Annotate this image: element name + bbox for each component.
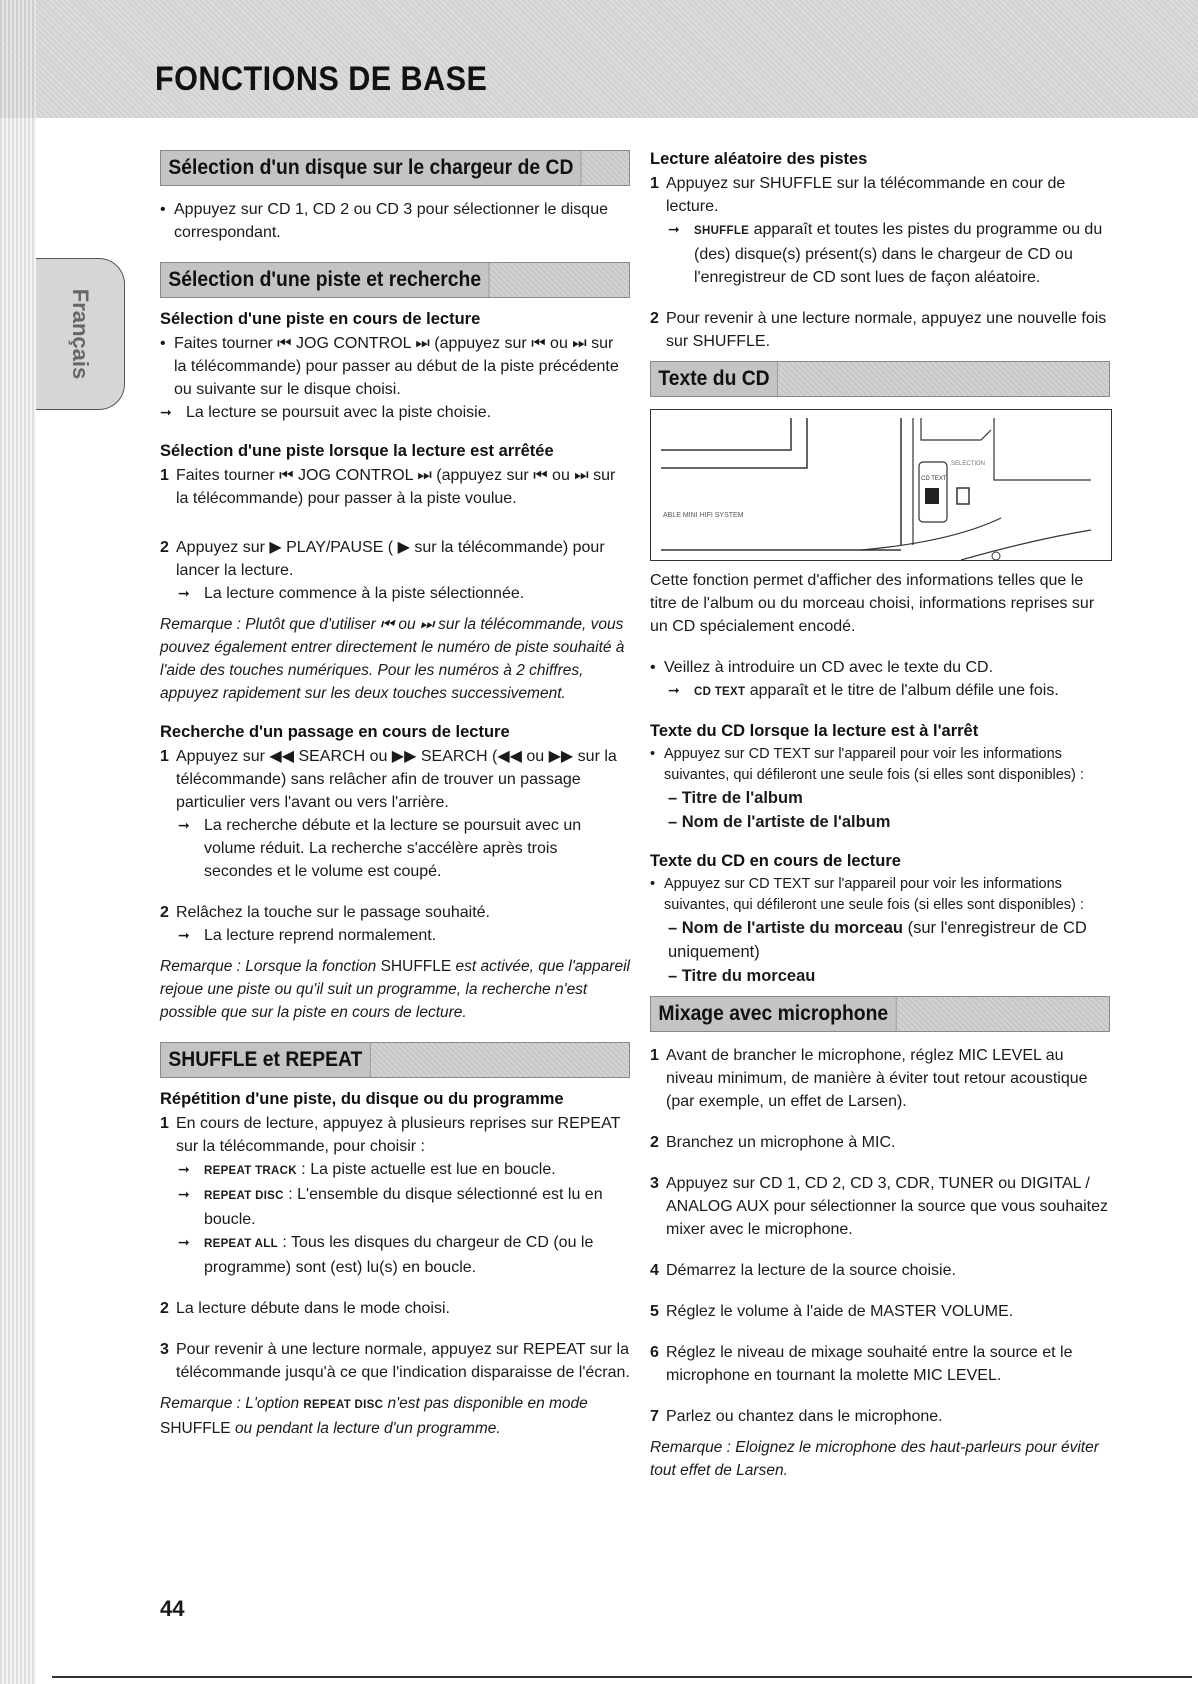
right-column [650,150,1110,1482]
step-3: 3 Pour revenir à une lecture normale, appuyez sur REPEAT sur la télécommande jusqu'à ce que l'indication disparaisse de l'écran. [160,1341,630,1381]
track-during-play-bullet: • Faites tourner ⏮ JOG CONTROL ⏭ (appuyez sur ⏮ ou ⏭ sur la télécommande) pour passer au début de la piste précédente ou suivante sur le disque choisi. [160,332,630,401]
cd-text-playing-bullet: • Appuyez sur CD TEXT sur l'appareil pour voir les informations suivantes, qui défileront une seule fois (si elles sont disponibles) : [650,874,1110,916]
step-4: 4 Démarrez la lecture de la source choisie. [650,1262,956,1279]
header-band [0,0,1198,118]
step-5: 5 Réglez le volume à l'aide de MASTER VOLUME. [650,1303,1014,1320]
arrow-icon: ➞ [668,221,680,237]
step-2: 2 Relâchez la touche sur le passage souhaité. [160,904,490,921]
step-1: 1 Avant de brancher le microphone, réglez MIC LEVEL au niveau minimum, de manière à éviter tout retour acoustique (par exemple, un effet de Larsen). [650,1047,1088,1110]
arrow-icon: ➞ [178,817,190,833]
cd-text-button-icon [925,488,939,504]
result-line: ➞ La lecture commence à la piste sélectionnée. [178,582,630,605]
repeat-option: ➞ REPEAT DISC : L'ensemble du disque sélectionné est lu en boucle. [178,1183,630,1231]
info-item: – Titre de l'album [668,789,803,807]
step-6: 6 Réglez le niveau de mixage souhaité entre la source et le microphone en tournant la molette MIC LEVEL. [650,1344,1073,1384]
info-item: – Nom de l'artiste du morceau (sur l'enregistreur de CD uniquement) [668,919,1087,961]
step-1: 1 Appuyez sur ◀◀ SEARCH ou ▶▶ SEARCH (◀◀ ou ▶▶ sur la télécommande) sans relâcher afin de trouver un passage particulier vers l'avant ou vers l'arrière. [160,748,617,811]
binding-edge [0,0,36,1684]
step-2: 2 Branchez un microphone à MIC. [650,1134,896,1151]
result-line: ➞ SHUFFLE apparaît et toutes les pistes du programme ou du (des) disque(s) présent(s) dans le chargeur de CD ou l'enregistreur de CD sont lues de façon aléatoire. [668,218,1110,289]
remark-search: Remarque : Lorsque la fonction SHUFFLE est activée, que l'appareil rejoue une piste ou qu'il suit un programme, la recherche n'est possible que sur la piste en cours de lecture. [160,958,630,1021]
selection-label: SELECTION [951,461,986,467]
result-line: ➞ La recherche débute et la lecture se poursuit avec un volume réduit. La recherche s'accélère après trois secondes et le volume est coupé. [178,814,630,883]
section-heading-cd-text: Texte du CD [650,361,1110,397]
arrow-icon: ➞ [178,1186,190,1202]
result-line: ➞ CD TEXT apparaît et le titre de l'album défile une fois. [668,679,1110,704]
section-heading-mixing: Mixage avec microphone [650,996,1110,1032]
subheading-cd-text-stopped: Texte du CD lorsque la lecture est à l'arrêt [650,722,979,740]
step-2: 2 Pour revenir à une lecture normale, appuyez une nouvelle fois sur SHUFFLE. [650,310,1107,350]
remark-track-number: Remarque : Plutôt que d'utiliser ⏮ ou ⏭ sur la télécommande, vous pouvez également entrer directement le numéro de piste souhaité à l'aide des touches numériques. Pour les numéros à 2 chiffres, appuyez rapidement sur les deux touches successivement. [160,616,625,702]
section-heading-track-selection: Sélection d'une piste et recherche [160,262,630,298]
repeat-option: ➞ REPEAT ALL : Tous les disques du chargeur de CD (ou le programme) sont (est) lu(s) en boucle. [178,1231,630,1279]
subheading-track-stopped: Sélection d'une piste lorsque la lecture est arrêtée [160,442,554,460]
language-tab [36,258,125,410]
page-title: FONCTIONS DE BASE [155,60,488,98]
step-2: 2 Appuyez sur ▶ PLAY/PAUSE ( ▶ sur la télécommande) pour lancer la lecture. [160,539,605,579]
result-line: ➞ La lecture se poursuit avec la piste choisie. [160,401,630,424]
cd-text-bullet: • Veillez à introduire un CD avec le texte du CD. [650,656,1110,679]
cd-text-stopped-bullet: • Appuyez sur CD TEXT sur l'appareil pour voir les informations suivantes, qui défileront une seule fois (si elles sont disponibles) : [650,744,1110,786]
subheading-cd-text-playing: Texte du CD en cours de lecture [650,852,901,870]
subheading-search: Recherche d'un passage en cours de lecture [160,723,510,741]
step-2: 2 La lecture débute dans le mode choisi. [160,1300,450,1317]
remark-mixing: Remarque : Eloignez le microphone des haut-parleurs pour éviter tout effet de Larsen. [650,1439,1099,1479]
step-1: 1 Faites tourner ⏮ JOG CONTROL ⏭ (appuyez sur ⏮ ou ⏭ sur la télécommande) pour passer à la piste voulue. [160,467,616,507]
page-bottom-rule [52,1676,1192,1678]
subheading-track-during-play: Sélection d'une piste en cours de lecture [160,310,481,328]
arrow-icon: ➞ [668,682,680,698]
subheading-shuffle: Lecture aléatoire des pistes [650,150,868,168]
arrow-icon: ➞ [178,1234,190,1250]
result-line: ➞ La lecture reprend normalement. [178,924,630,947]
arrow-icon: ➞ [178,1161,190,1177]
section-heading-disc-selection: Sélection d'un disque sur le chargeur de CD [160,150,630,186]
step-1: 1 En cours de lecture, appuyez à plusieurs reprises sur REPEAT sur la télécommande, pour choisir : [160,1115,621,1155]
language-tab-label: Français [68,288,93,380]
section-heading-shuffle-repeat: SHUFFLE et REPEAT [160,1042,630,1078]
step-1: 1 Appuyez sur SHUFFLE sur la télécommande en cour de lecture. [650,175,1066,215]
left-column [160,150,630,1440]
cd-text-illustration [650,409,1112,561]
cd-text-button-label: CD TEXT [921,476,947,482]
device-panel-drawing [651,410,1111,560]
step-3: 3 Appuyez sur CD 1, CD 2, CD 3, CDR, TUNER ou DIGITAL / ANALOG AUX pour sélectionner la source que vous souhaitez mixer avec le microphone. [650,1175,1109,1238]
step-7: 7 Parlez ou chantez dans le microphone. [650,1408,943,1425]
info-item: – Nom de l'artiste de l'album [668,813,891,831]
cd-text-intro: Cette fonction permet d'afficher des informations telles que le titre de l'album ou du morceau choisi, informations reprises sur un CD spécialement encodé. [650,572,1095,635]
info-item: – Titre du morceau [668,967,816,985]
disc-selection-bullet: • Appuyez sur CD 1, CD 2 ou CD 3 pour sélectionner le disque correspondant. [160,198,630,244]
arrow-icon: ➞ [160,404,172,420]
repeat-option: ➞ REPEAT TRACK : La piste actuelle est lue en boucle. [178,1158,630,1183]
arrow-icon: ➞ [178,927,190,943]
subheading-repeat: Répétition d'une piste, du disque ou du programme [160,1090,564,1108]
arrow-icon: ➞ [178,585,190,601]
remark-repeat: Remarque : L'option REPEAT DISC n'est pas disponible en mode SHUFFLE ou pendant la lecture d'un programme. [160,1395,588,1437]
device-name-label: ABLE MINI HIFI SYSTEM [663,512,744,519]
page-number: 44 [160,1596,185,1621]
